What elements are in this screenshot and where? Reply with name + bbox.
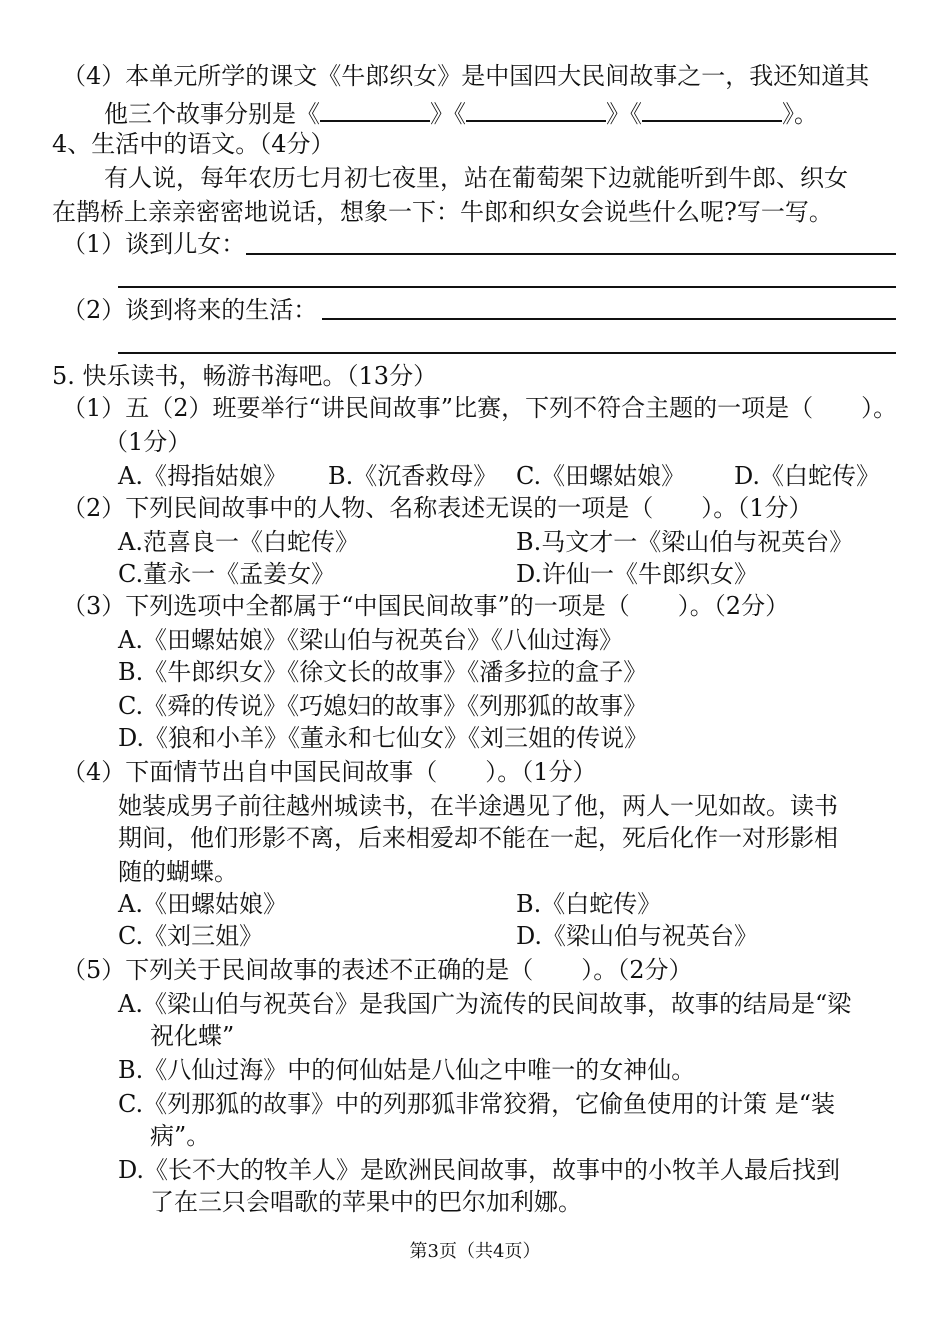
q5-title: 5. 快乐读书，畅游书海吧。（13分）	[52, 362, 438, 390]
q4-item1-answer-line-2[interactable]	[118, 286, 896, 288]
q4-item1-label: （1）谈到儿女：	[62, 230, 246, 258]
q3-4-sep2: 》《	[606, 100, 642, 128]
q4-item2-answer-line-2[interactable]	[118, 352, 896, 354]
q5-3-question: （3）下列选项中全都属于“中国民间故事”的一项是（ ）。（2分）	[62, 592, 790, 620]
q5-2-option-c[interactable]: C.董永一《孟姜女》	[118, 560, 336, 588]
q3-4-line2	[104, 96, 818, 128]
q5-5-option-b[interactable]: B.《八仙过海》中的何仙姑是八仙之中唯一的女神仙。	[118, 1056, 696, 1084]
q4-para-line2: 在鹊桥上亲亲密密地说话，想象一下：牛郎和织女会说些什么呢?写一写。	[52, 198, 833, 226]
q4-para-line1: 有人说，每年农历七月初七夜里，站在葡萄架下边就能听到牛郎、织女	[104, 164, 848, 192]
q3-4-suffix: 》。	[782, 100, 818, 128]
q4-item2-answer-line[interactable]	[322, 318, 896, 320]
q5-2-question: （2）下列民间故事中的人物、名称表述无误的一项是（ ）。（1分）	[62, 494, 813, 522]
q5-5-option-d-cont: 了在三只会唱歌的苹果中的巴尔加利娜。	[150, 1188, 582, 1216]
q4-item1-answer-line[interactable]	[246, 253, 896, 255]
q5-3-option-c[interactable]: C.《舜的传说》《巧媳妇的故事》《列那狐的故事》	[118, 692, 648, 720]
q5-4-passage-line3: 随的蝴蝶。	[118, 858, 238, 886]
q5-4-question: （4）下面情节出自中国民间故事（ ）。（1分）	[62, 758, 597, 786]
q5-1-question: （1）五（2）班要举行“讲民间故事”比赛，下列不符合主题的一项是（ ）。	[62, 394, 898, 422]
q5-4-option-d[interactable]: D.《梁山伯与祝英台》	[516, 922, 759, 950]
q5-5-option-c-cont: 病”。	[150, 1122, 211, 1150]
q5-5-question: （5）下列关于民间故事的表述不正确的是（ ）。（2分）	[62, 956, 693, 984]
q5-1-option-a[interactable]: A.《拇指姑娘》	[118, 462, 287, 490]
q5-2-option-b[interactable]: B.马文才一《梁山伯与祝英台》	[516, 528, 854, 556]
q5-1-points: （1分）	[104, 428, 192, 456]
q5-4-passage-line2: 期间，他们形影不离，后来相爱却不能在一起，死后化作一对形影相	[118, 824, 838, 852]
q4-title: 4、生活中的语文。（4分）	[52, 130, 335, 158]
q5-5-option-d[interactable]: D.《长不大的牧羊人》是欧洲民间故事，故事中的小牧羊人最后找到	[118, 1156, 841, 1184]
q5-1-option-c[interactable]: C.《田螺姑娘》	[516, 462, 686, 490]
q5-3-option-b[interactable]: B.《牛郎织女》《徐文长的故事》《潘多拉的盒子》	[118, 658, 648, 686]
q5-4-passage-line1: 她装成男子前往越州城读书，在半途遇见了他，两人一见如故。读书	[118, 792, 838, 820]
q5-4-option-c[interactable]: C.《刘三姐》	[118, 922, 264, 950]
page-footer: 第3页（共4页）	[409, 1241, 541, 1262]
q5-3-option-a[interactable]: A.《田螺姑娘》《梁山伯与祝英台》《八仙过海》	[118, 626, 623, 654]
story-blank-3[interactable]	[642, 96, 782, 122]
q5-5-option-c[interactable]: C.《列那狐的故事》中的列那狐非常狡猾，它偷鱼使用的计策 是“装	[118, 1090, 836, 1118]
q5-4-option-b[interactable]: B.《白蛇传》	[516, 890, 662, 918]
story-blank-2[interactable]	[466, 96, 606, 122]
q5-4-option-a[interactable]: A.《田螺姑娘》	[118, 890, 287, 918]
q3-4-sep1: 》《	[430, 100, 466, 128]
q5-3-option-d[interactable]: D.《狼和小羊》《董永和七仙女》《刘三姐的传说》	[118, 724, 649, 752]
q5-2-option-d[interactable]: D.许仙一《牛郎织女》	[516, 560, 759, 588]
q5-5-option-a[interactable]: A.《梁山伯与祝英台》是我国广为流传的民间故事，故事的结局是“梁	[118, 990, 852, 1018]
q3-4-line2-prefix: 他三个故事分别是《	[104, 100, 320, 128]
q5-2-option-a[interactable]: A.范喜良一《白蛇传》	[118, 528, 359, 556]
q5-1-option-b[interactable]: B.《沉香救母》	[328, 462, 498, 490]
story-blank-1[interactable]	[320, 96, 430, 122]
q3-4-line1: （4）本单元所学的课文《牛郎织女》是中国四大民间故事之一，我还知道其	[62, 62, 870, 90]
q4-item2-label: （2）谈到将来的生活：	[62, 296, 318, 324]
q5-1-option-d[interactable]: D.《白蛇传》	[734, 462, 881, 490]
q5-5-option-a-cont: 祝化蝶”	[150, 1022, 235, 1050]
